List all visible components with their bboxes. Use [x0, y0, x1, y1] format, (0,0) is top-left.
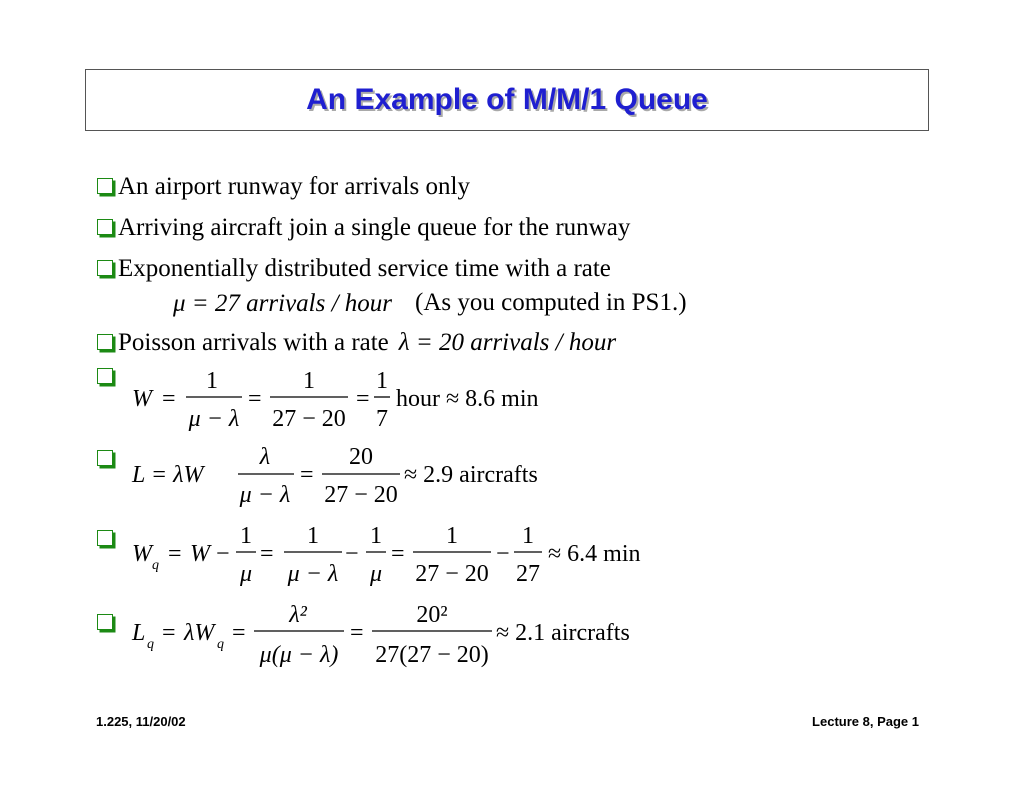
eq-l-f1-num: λ [259, 444, 271, 470]
svg-text:−: − [496, 541, 510, 567]
eq-lq-tail: ≈ 2.1 aircrafts [496, 620, 630, 646]
bullet-item [97, 530, 118, 546]
eq-w-f2-den: 27 − 20 [272, 406, 346, 432]
checkbox-bullet-icon [97, 530, 113, 546]
eq-w-f3-den: 7 [376, 406, 388, 432]
eq-wq-rhs-w: W [190, 541, 210, 567]
footer-page-number: Lecture 8, Page 1 [812, 714, 919, 729]
bullet-item [97, 368, 118, 384]
equation-w [120, 362, 580, 439]
eq-wq-f2-num: 1 [307, 523, 319, 549]
bullet-item [97, 173, 470, 201]
eq-wq-f5-num: 1 [522, 523, 534, 549]
mu-expression: μ = 27 arrivals / hour [173, 290, 393, 317]
eq-lq-lhs-sub: q [147, 637, 154, 652]
bullet-text: Exponentially distributed service time with a rate [118, 255, 611, 282]
eq-lq-mid: λW [184, 620, 215, 646]
bullet-text: Poisson arrivals with a rate [118, 329, 389, 356]
eq-w-f1-den: μ − λ [188, 406, 240, 432]
equation-l [120, 444, 580, 521]
checkbox-bullet-icon [97, 614, 113, 630]
svg-text:−: − [216, 541, 230, 567]
bullet-text: Arriving aircraft join a single queue for the runway [118, 214, 631, 241]
svg-text:=: = [356, 386, 370, 412]
eq-w-f2-num: 1 [303, 368, 315, 394]
eq-l-tail: ≈ 2.9 aircrafts [404, 462, 538, 488]
eq-lq-f2-den: 27(27 − 20) [375, 642, 489, 668]
rate-note [415, 289, 687, 317]
eq-lq-f1-den: μ(μ − λ) [259, 642, 339, 668]
eq-wq-f5-den: 27 [516, 561, 540, 587]
equation-lq [120, 600, 680, 681]
eq-wq-f1-den: μ [239, 561, 253, 587]
eq-wq-lhs-sub: q [152, 558, 159, 573]
svg-text:=: = [260, 541, 274, 567]
bullet-text: An airport runway for arrivals only [118, 173, 470, 200]
svg-text:=: = [391, 541, 405, 567]
eq-wq-f1-num: 1 [240, 523, 252, 549]
eq-w-lhs: W [132, 386, 152, 412]
checkbox-bullet-icon [97, 368, 113, 384]
svg-text:−: − [345, 541, 359, 567]
svg-text:=: = [168, 541, 182, 567]
eq-wq-lhs: W [132, 541, 152, 567]
eq-w-f3-num: 1 [376, 368, 388, 394]
slide-title-box [85, 69, 929, 131]
eq-wq-f2-den: μ − λ [287, 561, 339, 587]
slide-title: An Example of M/M/1 Queue [306, 83, 708, 116]
svg-text:=: = [162, 620, 176, 646]
eq-w-f1-num: 1 [206, 368, 218, 394]
eq-wq-f3-den: μ [369, 561, 383, 587]
eq-lq-lhs: L [132, 620, 146, 646]
bullet-item [97, 255, 611, 283]
svg-text:=: = [248, 386, 262, 412]
checkbox-bullet-icon [97, 334, 113, 350]
bullet-item [97, 614, 118, 630]
bullet-item [97, 329, 616, 357]
checkbox-bullet-icon [97, 219, 113, 235]
eq-wq-f4-den: 27 − 20 [415, 561, 489, 587]
eq-wq-f4-num: 1 [446, 523, 458, 549]
eq-l-lhs: L = λW [132, 462, 204, 488]
eq-l-f2-den: 27 − 20 [324, 482, 398, 508]
svg-text:=: = [162, 386, 176, 412]
svg-text:=: = [232, 620, 246, 646]
svg-text:=: = [300, 462, 314, 488]
footer-course-date: 1.225, 11/20/02 [96, 714, 186, 729]
eq-w-tail: hour ≈ 8.6 min [396, 386, 539, 412]
service-rate-line [173, 290, 392, 318]
lambda-expression: λ = 20 arrivals / hour [398, 329, 617, 356]
bullet-item [97, 450, 118, 466]
equation-wq [120, 521, 680, 598]
checkbox-bullet-icon [97, 260, 113, 276]
checkbox-bullet-icon [97, 178, 113, 194]
svg-text:=: = [350, 620, 364, 646]
eq-lq-mid-sub: q [217, 637, 224, 652]
eq-wq-f3-num: 1 [370, 523, 382, 549]
eq-l-f1-den: μ − λ [239, 482, 291, 508]
eq-lq-f1-num: λ² [289, 602, 307, 628]
checkbox-bullet-icon [97, 450, 113, 466]
rate-note-text: (As you computed in PS1.) [415, 289, 687, 316]
bullet-item [97, 214, 630, 242]
eq-wq-tail: ≈ 6.4 min [548, 541, 641, 567]
eq-l-f2-num: 20 [349, 444, 373, 470]
eq-lq-f2-num: 20² [416, 602, 448, 628]
